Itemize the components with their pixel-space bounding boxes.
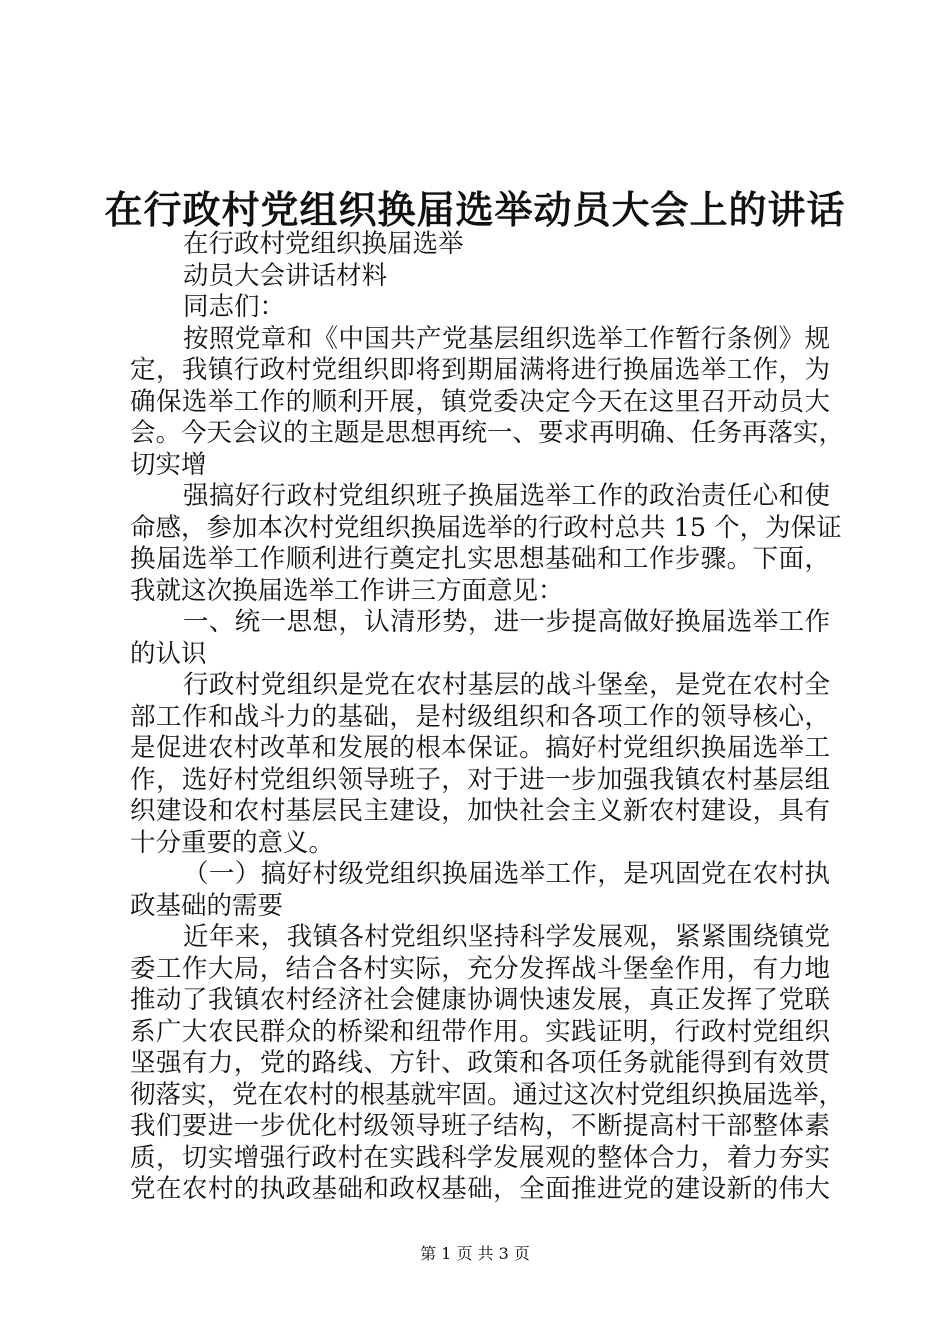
page-footer: 第 1 页 共 3 页 [420, 1244, 530, 1263]
text-line: 行政村党组织是党在农村基层的战斗堡垒，是党在农村全 [183, 670, 830, 700]
text-line: （一）搞好村级党组织换届选举工作，是巩固党在农村执 [183, 859, 830, 889]
text-line: 系广大农民群众的桥梁和纽带作用。实践证明，行政村党组织 [130, 1016, 830, 1047]
document-title: 在行政村党组织换届选举动员大会上的讲话 [104, 187, 846, 232]
text-line: 我们要进一步优化村级领导班子结构，不断提高村干部整体素 [130, 1111, 830, 1141]
text-line: 的认识 [130, 638, 207, 669]
text-line: 命感，参加本次村党组织换届选举的行政村总共 15 个，为保证 [130, 512, 842, 543]
text-line: 一、统一思想，认清形势，进一步提高做好换届选举工作 [183, 607, 830, 637]
text-line: 我就这次换届选举工作讲三方面意见： [130, 575, 564, 606]
text-line: 织建设和农村基层民主建设，加快社会主义新农村建设，具有 [130, 796, 830, 826]
text-line: 部工作和战斗力的基础，是村级组织和各项工作的领导核心， [130, 701, 830, 732]
text-line: 确保选举工作的顺利开展，镇党委决定今天在这里召开动员大 [130, 386, 830, 417]
text-line: 推动了我镇农村经济社会健康协调快速发展，真正发挥了党联 [130, 985, 830, 1015]
text-line: 在行政村党组织换届选举 [183, 229, 464, 259]
text-line: 按照党章和《中国共产党基层组织选举工作暂行条例》规 [183, 323, 830, 354]
text-line: 会。今天会议的主题是思想再统一、要求再明确、任务再落实， [130, 418, 845, 448]
text-line: 强搞好行政村党组织班子换届选举工作的政治责任心和使 [183, 481, 830, 511]
text-line: 作，选好村党组织领导班子，对于进一步加强我镇农村基层组 [130, 764, 830, 795]
text-line: 是促进农村改革和发展的根本保证。搞好村党组织换届选举工 [130, 733, 830, 763]
text-line: 近年来，我镇各村党组织坚持科学发展观，紧紧围绕镇党 [183, 922, 830, 952]
text-line: 定，我镇行政村党组织即将到期届满将进行换届选举工作，为 [130, 355, 830, 385]
text-line: 彻落实，党在农村的根基就牢固。通过这次村党组织换届选举， [130, 1079, 845, 1110]
text-line: 动员大会讲话材料 [183, 260, 388, 291]
text-line: 坚强有力，党的路线、方针、政策和各项任务就能得到有效贯 [130, 1048, 830, 1078]
text-line: 委工作大局，结合各村实际，充分发挥战斗堡垒作用，有力地 [130, 953, 830, 984]
text-line: 党在农村的执政基础和政权基础，全面推进党的建设新的伟大 [130, 1174, 830, 1204]
text-line: 质，切实增强行政村在实践科学发展观的整体合力，着力夯实 [130, 1142, 830, 1173]
text-line: 同志们： [183, 292, 286, 322]
text-line: 十分重要的意义。 [130, 827, 335, 858]
text-line: 换届选举工作顺利进行奠定扎实思想基础和工作步骤。下面， [130, 544, 830, 574]
text-line: 政基础的需要 [130, 890, 284, 921]
text-line: 切实增 [130, 449, 207, 480]
